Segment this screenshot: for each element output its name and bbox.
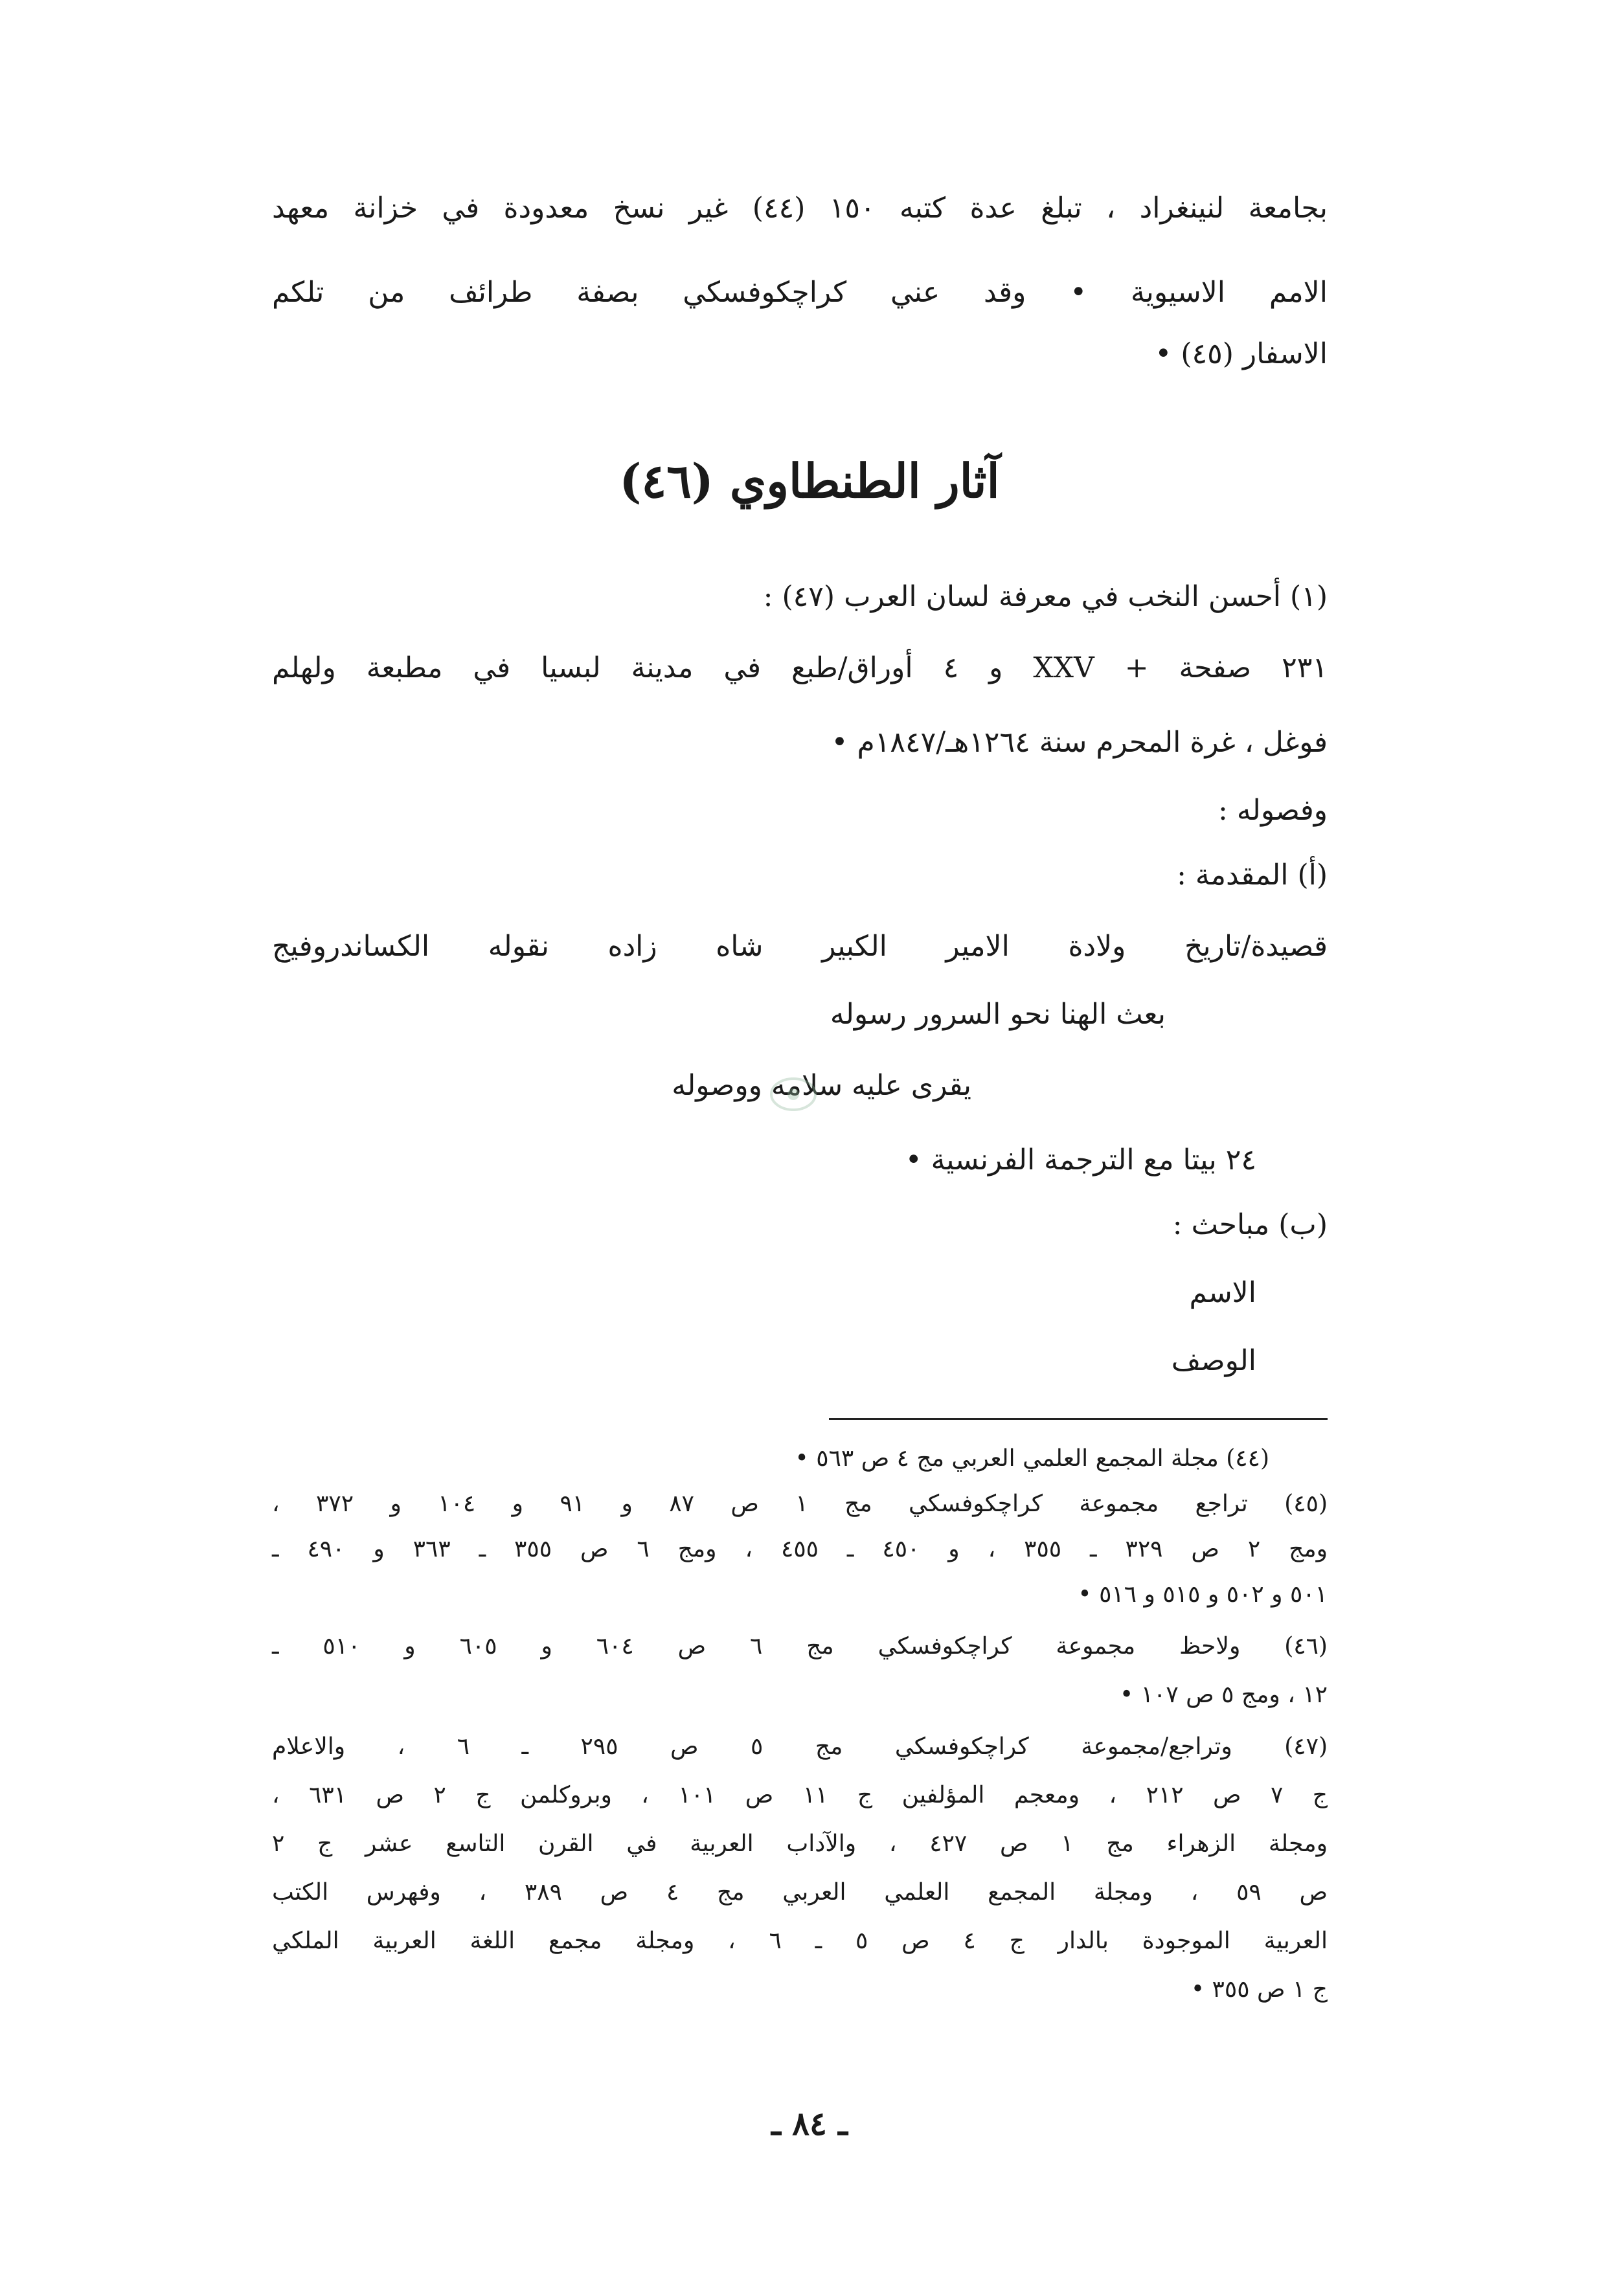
footnote-45-line-2: ومج ٢ ص ٣٢٩ ـ ٣٥٥ ، و ٤٥٠ ـ ٤٥٥ ، ومج ٦ ص ٣٥٥ ـ ٣٦٣ و ٤٩٠ ـ: [272, 1536, 1328, 1562]
footnote-46-line-1: (٤٦) ولاحظ مجموعة كراچكوفسكي مج ٦ ص ٦٠٤ و ٦٠٥ و ٥١٠ ـ: [272, 1633, 1328, 1660]
chapters-label: وفصوله :: [1218, 794, 1328, 827]
print-date-line: فوغل ، غرة المحرم سنة ١٢٦٤هـ/١٨٤٧م •: [831, 726, 1328, 759]
footnote-47-line-3: ومجلة الزهراء مج ١ ص ٤٢٧ ، والآداب العربية في القرن التاسع عشر ج ٢: [272, 1830, 1328, 1857]
footnote-47-line-1: (٤٧) وتراجع/مجموعة كراچكوفسكي مج ٥ ص ٢٩٥ ـ ٦ ، والاعلام: [272, 1733, 1328, 1760]
footnote-separator: [829, 1418, 1328, 1420]
intro-line-1: بجامعة لنينغراد ، تبلغ عدة كتبه ١٥٠ (٤٤) غير نسخ معدودة في خزانة معهد: [272, 192, 1328, 225]
topic-description: الوصف: [1171, 1344, 1256, 1377]
footnote-44: (٤٤) مجلة المجمع العلمي العربي مج ٤ ص ٥٦٣ •: [795, 1445, 1269, 1472]
footnote-45-line-3: ٥٠١ و ٥٠٢ و ٥١٥ و ٥١٦ •: [1078, 1581, 1328, 1608]
topic-name: الاسم: [1189, 1276, 1256, 1309]
footnote-47-line-2: ج ٧ ص ٢١٢ ، ومعجم المؤلفين ج ١١ ص ١٠١ ، وبروكلمن ج ٢ ص ٦٣١ ،: [272, 1782, 1328, 1808]
intro-line-3: الاسفار (٤٥) •: [1155, 337, 1328, 370]
topics-label: (ب) مباحث :: [1172, 1208, 1328, 1241]
item-1-heading: (١) أحسن النخب في معرفة لسان العرب (٤٧) :: [763, 580, 1328, 613]
verse-count: ٢٤ بيتا مع الترجمة الفرنسية •: [905, 1143, 1256, 1176]
intro-line-2: الامم الاسيوية • وقد عني كراچكوفسكي بصفة طرائف من تلكم: [272, 276, 1328, 309]
footnote-47-line-4: ص ٥٩ ، ومجلة المجمع العلمي العربي مج ٤ ص ٣٨٩ ، وفهرس الكتب: [272, 1879, 1328, 1906]
footnote-47-line-5: العربية الموجودة بالدار ج ٤ ص ٥ ـ ٦ ، ومجلة مجمع اللغة العربية الملكي: [272, 1928, 1328, 1954]
page-number: ـ ٨٤ ـ: [771, 2104, 848, 2143]
pages-line: ٢٣١ صفحة + XXV و ٤ أوراق/طبع في مدينة لبسيا في مطبعة ولهلم: [272, 651, 1328, 684]
poem-title: قصيدة/تاريخ ولادة الامير الكبير شاه زاده نقوله الكساندروفيج: [272, 930, 1328, 963]
section-title: آثار الطنطاوي (٤٦): [619, 453, 1000, 508]
footnote-46-line-2: ١٢ ، ومج ٥ ص ١٠٧ •: [1120, 1682, 1328, 1708]
intro-label: (أ) المقدمة :: [1177, 859, 1328, 892]
footnote-45-line-1: (٤٥) تراجع مجموعة كراچكوفسكي مج ١ ص ٨٧ و ٩١ و ١٠٤ و ٣٧٢ ،: [272, 1491, 1328, 1517]
poem-verse-1: بعث الهنا نحو السرور رسوله: [830, 998, 1166, 1031]
library-stamp-icon: [767, 1075, 819, 1114]
poem-verse-2: يقرى عليه سلامه ووصوله: [672, 1069, 971, 1102]
footnote-47-line-6: ج ١ ص ٣٥٥ •: [1190, 1976, 1328, 2003]
